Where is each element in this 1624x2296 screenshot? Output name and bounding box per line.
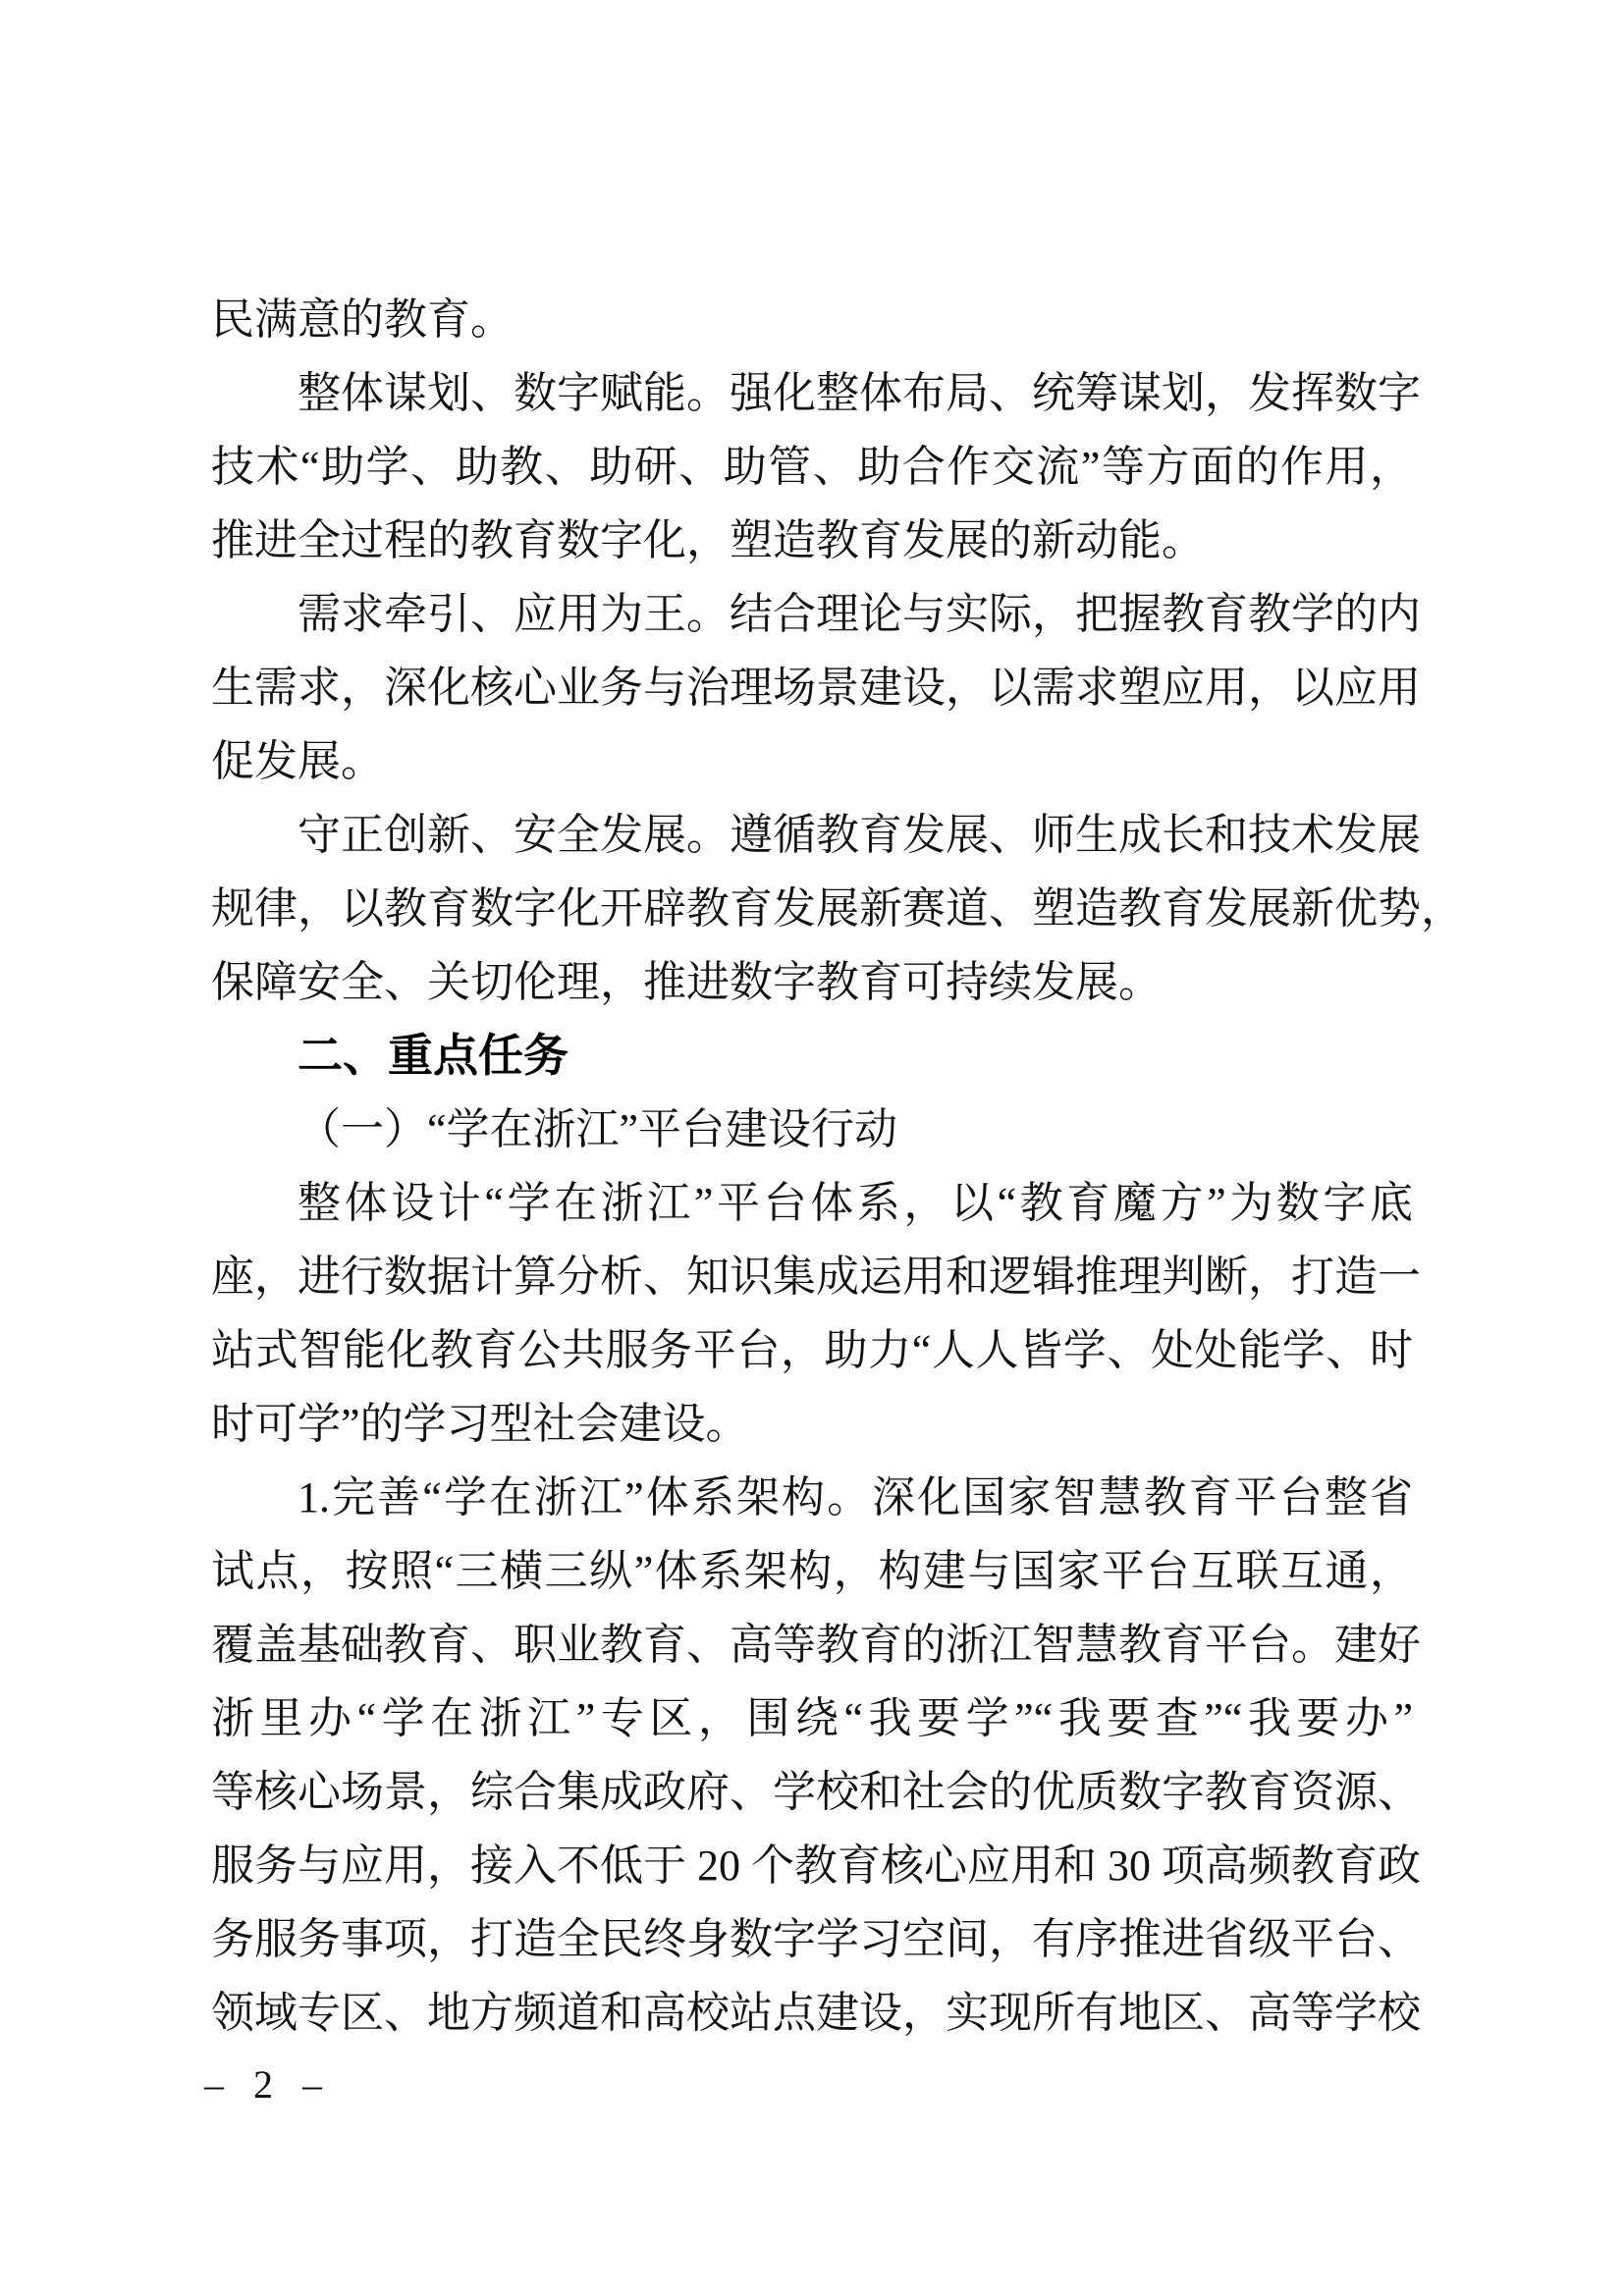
text-line: 覆盖基础教育、职业教育、高等教育的浙江智慧教育平台。建好 bbox=[211, 1621, 1421, 1669]
text-line: 保障安全、关切伦理，推进数字教育可持续发展。 bbox=[211, 958, 1162, 1006]
text-line: 座，进行数据计算分析、知识集成运用和逻辑推理判断，打造一 bbox=[211, 1253, 1421, 1301]
text-line: 服务与应用，接入不低于 20 个教育核心应用和 30 项高频教育政 bbox=[211, 1842, 1421, 1890]
text-line: 生需求，深化核心业务与治理场景建设，以需求塑应用，以应用 bbox=[211, 664, 1421, 712]
section-heading: 二、重点任务 bbox=[298, 1030, 568, 1081]
text-line: 等核心场景，综合集成政府、学校和社会的优质数字教育资源、 bbox=[211, 1768, 1421, 1816]
text-line: 试点，按照“三横三纵”体系架构，构建与国家平台互联互通， bbox=[211, 1547, 1413, 1595]
page-number: – 2 – bbox=[204, 2062, 332, 2107]
text-line: 领域专区、地方频道和高校站点建设，实现所有地区、高等学校 bbox=[211, 1989, 1421, 2037]
text-line: 推进全过程的教育数字化，塑造教育发展的新动能。 bbox=[211, 516, 1205, 564]
text-line: 规律，以教育数字化开辟教育发展新赛道、塑造教育发展新优势， bbox=[211, 884, 1464, 933]
document-body bbox=[211, 283, 1464, 2050]
text-line: 务服务事项，打造全民终身数字学习空间，有序推进省级平台、 bbox=[211, 1915, 1421, 1963]
text-line: 技术“助学、助教、助研、助管、助合作交流”等方面的作用， bbox=[211, 443, 1413, 491]
text-line: 浙里办“学在浙江”专区，围绕“我要学”“我要查”“我要办” bbox=[211, 1694, 1413, 1742]
text-line: 民满意的教育。 bbox=[211, 295, 514, 344]
text-line: 整体谋划、数字赋能。强化整体布局、统筹谋划，发挥数字 bbox=[298, 369, 1421, 417]
subsection-heading: （一）“学在浙江”平台建设行动 bbox=[298, 1105, 898, 1153]
text-line: 守正创新、安全发展。遵循教育发展、师生成长和技术发展 bbox=[298, 811, 1421, 859]
text-line: 需求牵引、应用为王。结合理论与实际，把握教育教学的内 bbox=[298, 590, 1421, 638]
text-line: 促发展。 bbox=[211, 737, 384, 785]
text-line: 整体设计“学在浙江”平台体系，以“教育魔方”为数字底 bbox=[298, 1179, 1413, 1227]
text-line: 1.完善“学在浙江”体系架构。深化国家智慧教育平台整省 bbox=[298, 1473, 1413, 1522]
text-line: 站式智能化教育公共服务平台，助力“人人皆学、处处能学、时 bbox=[211, 1326, 1413, 1374]
text-line: 时可学”的学习型社会建设。 bbox=[211, 1400, 749, 1448]
